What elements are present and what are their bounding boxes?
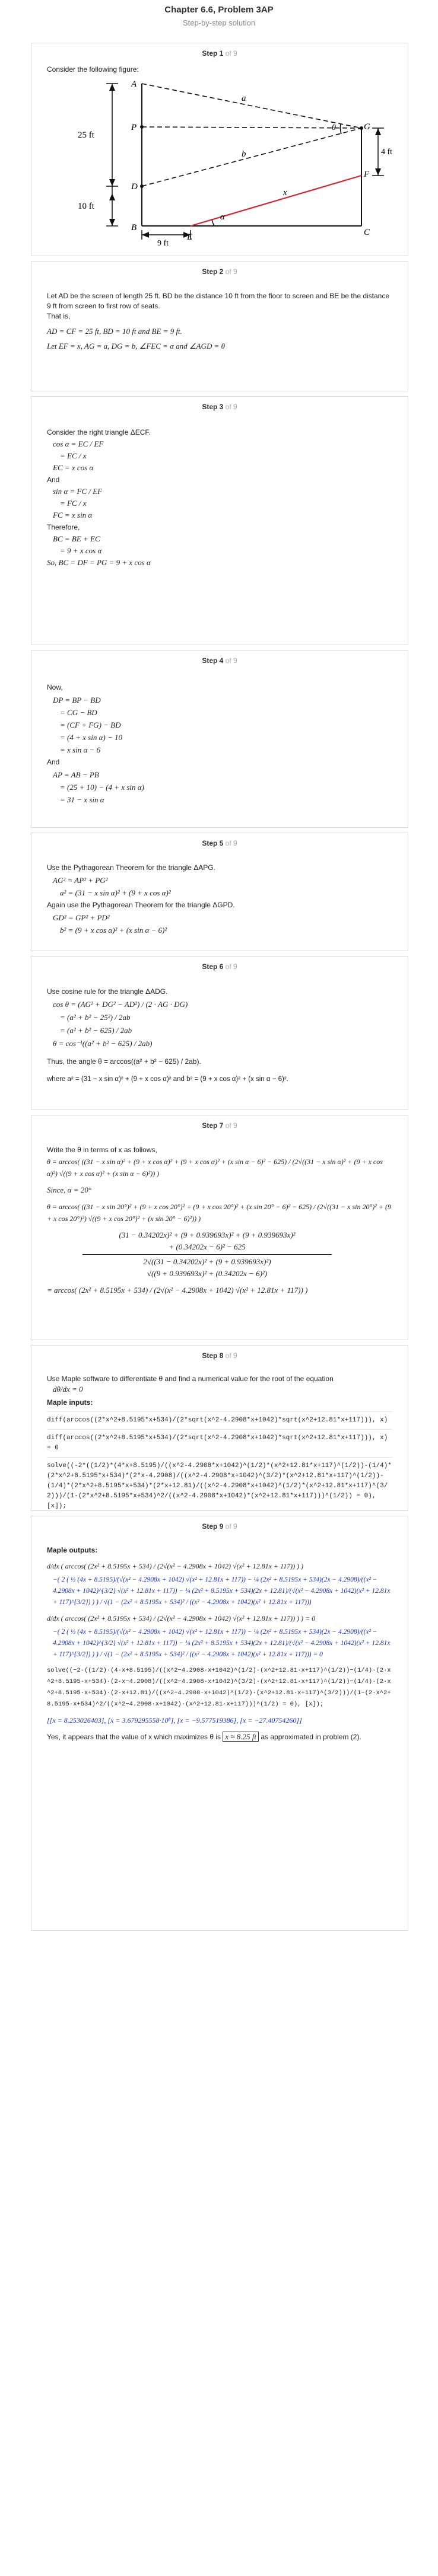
svg-text:P: P (131, 123, 137, 132)
dp-eq-4: = (4 + x sin α) − 10 (60, 733, 122, 742)
bc-eq-1: BC = BE + EC (53, 534, 100, 543)
maple-result-1: −( 2 ( ½ (4x + 8.5195)/(√(x² − 4.2908x + 1042) √(x² + 12.81x + 117)) − ¼ (2x² + 8.5195x + 534)(2x − 4.2908)/((x² − 4.2908x + 1042)^{3/2} √(x² + 12.81x + 117)) − ¼ (2x² + 8.5195x + 534)(2x + 12.81)/(√(x² − 4.2908x + 1042)(x² + 12.81x + 117)^{3/2}) ) ) / √(1 − (2x² + 8.5195x + 534)² / ((x² − 4.2908x + 1042)(x² + 12.81x + 117))) (53, 1576, 391, 1606)
svg-text:B: B (131, 223, 137, 232)
and-text: And (47, 476, 60, 484)
step-6-header: Step 6 of 9 (202, 962, 237, 971)
cosine-rule-eq: cos θ = (AG² + DG² − AD²) / (2 · AG · DG) (53, 1000, 188, 1009)
step-8 (31, 1345, 408, 1511)
ap-eq-2: = (25 + 10) − (4 + x sin α) (60, 783, 144, 792)
final-answer: x ≈ 8.25 ft (223, 1732, 259, 1742)
svg-text:E: E (187, 232, 193, 242)
svg-text:25 ft: 25 ft (78, 130, 94, 140)
b-squared-eq: b² = (9 + x cos α)² + (x sin α − 6)² (60, 926, 167, 935)
svg-text:D: D (131, 182, 138, 192)
dp-eq-5: = x sin α − 6 (60, 745, 101, 754)
conclusion-text-1: Yes, it appears that the value of x which maximizes θ is (47, 1733, 221, 1741)
sin-eq-3: FC = x sin α (53, 511, 93, 519)
step-1-header: Step 1 of 9 (202, 49, 237, 58)
bc-eq-2: = 9 + x cos α (60, 546, 102, 555)
bc-conclusion: So, BC = DF = PG = 9 + x cos α (47, 558, 151, 567)
step-2-given: AD = CF = 25 ft, BD = 10 ft and BE = 9 ft. (47, 327, 182, 336)
maple-result-2: −( 2 ( ½ (4x + 8.5195)/(√(x² − 4.2908x + 1042) √(x² + 12.81x + 117)) − ¼ (2x² + 8.5195x + 534)(2x − 4.2908)/((x² − 4.2908x + 1042)^{3/2} √(x² + 12.81x + 117)) − ¼ (2x² + 8.5195x + 534)(2x + 12.81)/(√(x² − 4.2908x + 1042)(x² + 12.81x + 117)^{3/2}) ) ) / √(1 − (2x² + 8.5195x + 534)² / ((x² − 4.2908x + 1042)(x² + 12.81x + 117))) = 0 (53, 1628, 391, 1658)
step-2-that-is: That is, (47, 312, 71, 320)
svg-text:C: C (364, 228, 370, 237)
step-7-text: Write the θ in terms of x as follows, (47, 1146, 157, 1154)
step-6 (31, 956, 408, 1110)
step-7 (31, 1115, 408, 1340)
gd-eq: GD² = GP² + PD² (53, 913, 110, 922)
step-6-text-3: where a² = (31 − x sin α)² + (9 + x cos α)² and b² = (9 + x cos α)² + (x sin α − 6)². (47, 1076, 288, 1083)
maple-solve-cmd: solve((−2·((1/2)·(4·x+8.5195)/((x^2−4.2908·x+1042)^(1/2)·(x^2+12.81·x+117)^(1/2))−(1/4)·(2·x^2+8.5195·x+534)·(2·x−4.2908)/((x^2−4.2908·x+1042)^(3/2)·(x^2+12.81·x+117)^(1/2))−(1/4)·(2·x^2+8.5195·x+534)·(2·x+12.81)/((x^2−4.2908·x+1042)^(1/2)·(x^2+12.81·x+117)^(3/2)))/(1−(2·x^2+8.5195·x+534)^2/((x^2−4.2908·x+1042)·(x^2+12.81·x+117)))^(1/2) = 0), [x]); (47, 1667, 391, 1708)
step-1 (31, 43, 408, 256)
page-subtitle: Step-by-step solution (182, 18, 256, 27)
and-text: And (47, 758, 60, 766)
alpha-value: Since, α = 20° (47, 1185, 91, 1194)
step-3 (31, 396, 408, 645)
page-title: Chapter 6.6, Problem 3AP (164, 5, 274, 15)
svg-text:a: a (242, 94, 246, 103)
conclusion-text-2: as approximated in problem (2). (261, 1733, 361, 1741)
maple-expr-2: d/dx ( arccos( (2x² + 8.5195x + 534) / (2√(x² − 4.2908x + 1042) √(x² + 12.81x + 117)) ) ) = 0 (47, 1614, 316, 1622)
step-2-let: Let EF = x, AG = a, DG = b, ∠FEC = α and ∠AGD = θ (47, 342, 226, 350)
step-2 (31, 261, 408, 391)
step-4 (31, 650, 408, 828)
sin-eq-1: sin α = FC / EF (53, 487, 103, 496)
ag-eq: AG² = AP² + PG² (53, 876, 108, 885)
therefore-text: Therefore, (47, 523, 80, 531)
maple-inputs-label: Maple inputs: (47, 1398, 93, 1407)
step-2-text: Let AD be the screen of length 25 ft. BD be the distance 10 ft from the floor to screen and BE be the distance 9 ft from screen to first row of seats. (47, 292, 390, 310)
maple-input-2: diff(arccos((2*x^2+8.5195*x+534)/(2*sqrt(x^2-4.2908*x+1042)*sqrt(x^2+12.81*x+117))), x) = 0 (47, 1434, 388, 1452)
svg-text:9 ft: 9 ft (157, 239, 169, 247)
ap-eq-3: = 31 − x sin α (60, 795, 104, 804)
step-5-text-1: Use the Pythagorean Theorem for the triangle ΔAPG. (47, 863, 215, 872)
step-4-header: Step 4 of 9 (202, 656, 237, 665)
step-5 (31, 833, 408, 951)
denominator-line-2: √((9 + 0.939693x)² + (0.34202x − 6)²) (147, 1269, 268, 1278)
maple-input-3: solve((-2*((1/2)*(4*x+8.5195)/((x^2-4.2908*x+1042)^(1/2)*(x^2+12.81*x+117)^(1/2))-(1/4)*(2*x^2+8.5195*x+534)*(2*x-4.2908)/((x^2-4.2908*x+1042)^(3/2)*(x^2+12.81*x+117)^(1/2))-(1/4)*(2*x^2+8.5195*x+534)*(2*x+12.81)/((x^2-4.2908*x+1042)^(1/2)*(x^2+12.81*x+117)^(3/2)))/(1-(2*x^2+8.5195*x+534)^2/((x^2-4.2908*x+1042)*(x^2+12.81*x+117)))^(1/2)) = 0), [x]); (47, 1462, 392, 1510)
svg-text:α: α (220, 212, 225, 222)
dp-eq-1: DP = BP − BD (53, 696, 101, 704)
cos-eq-2: = EC / x (60, 451, 87, 460)
step-5-text-2: Again use the Pythagorean Theorem for the triangle ΔGPD. (47, 901, 235, 909)
step-6-text-2: Thus, the angle θ = arccos((a² + b² − 625) / 2ab). (47, 1057, 201, 1066)
theta-in-x: θ = arccos( ((31 − x sin α)² + (9 + x cos α)² + (9 + x cos α)² + (x sin α − 6)² − 625) / (2√((31 − x sin α)² + (9 + x cos α)²) √((9 + x cos α)² + (x sin α − 6)²)) ) (47, 1158, 383, 1178)
maple-outputs-label: Maple outputs: (47, 1546, 98, 1554)
step-5-header: Step 5 of 9 (202, 839, 237, 847)
theta-simplified: = arccos( (2x² + 8.5195x + 534) / (2√(x² − 4.2908x + 1042) √(x² + 12.81x + 117)) ) (47, 1286, 308, 1295)
svg-text:10 ft: 10 ft (78, 202, 94, 211)
step-3-header: Step 3 of 9 (202, 403, 237, 411)
sin-eq-2: = FC / x (60, 499, 87, 508)
cosine-eq-2: = (a² + b² − 25²) / 2ab (60, 1013, 131, 1022)
svg-text:b: b (242, 149, 246, 159)
maple-solutions: [[x = 8.253026403], [x = 3.679295558·10⁸], [x = −9.577519386], [x = −27.40754260]] (47, 1716, 302, 1724)
step-9-header: Step 9 of 9 (202, 1522, 237, 1531)
step-6-text-1: Use cosine rule for the triangle ΔADG. (47, 987, 168, 996)
cos-eq-1: cos α = EC / EF (53, 439, 104, 448)
step-3-text: Consider the right triangle ΔECF. (47, 428, 151, 436)
theta-eq: θ = cos⁻¹((a² + b² − 625) / 2ab) (53, 1039, 153, 1048)
svg-text:θ: θ (332, 123, 336, 132)
svg-text:F: F (364, 170, 370, 179)
derivative-zero: dθ/dx = 0 (53, 1385, 83, 1394)
conclusion (47, 1731, 392, 1743)
denominator-line-1: 2√((31 − 0.34202x)² + (9 + 0.939693x)²) (143, 1257, 271, 1266)
svg-text:A: A (131, 79, 137, 89)
maple-expr-1: d/dx ( arccos( (2x² + 8.5195x + 534) / (2√(x² − 4.2908x + 1042) √(x² + 12.81x + 117)) ) ) (47, 1562, 304, 1570)
cosine-eq-3: = (a² + b² − 625) / 2ab (60, 1026, 132, 1035)
step-9 (31, 1516, 408, 1931)
maple-input-1: diff(arccos((2*x^2+8.5195*x+534)/(2*sqrt(x^2-4.2908*x+1042)*sqrt(x^2+12.81*x+117))), x) (47, 1417, 388, 1424)
numerator-line-1: (31 − 0.34202x)² + (9 + 0.939693x)² + (9 + 0.939693x)² (119, 1230, 296, 1239)
dp-eq-3: = (CF + FG) − BD (60, 720, 121, 729)
now-text: Now, (47, 683, 63, 691)
svg-text:G: G (364, 122, 370, 132)
cos-eq-3: EC = x cos α (53, 463, 94, 472)
step-1-intro: Consider the following figure: (47, 65, 139, 74)
step-7-header: Step 7 of 9 (202, 1121, 237, 1130)
step-8-header: Step 8 of 9 (202, 1351, 237, 1360)
svg-text:x: x (283, 188, 287, 197)
step-8-text: Use Maple software to differentiate θ and find a numerical value for the root of the equation (47, 1375, 334, 1383)
a-squared-eq: a² = (31 − x sin α)² + (9 + x cos α)² (60, 888, 171, 897)
geometry-figure (53, 75, 397, 247)
numerator-line-2: + (0.34202x − 6)² − 625 (169, 1242, 246, 1251)
ap-eq-1: AP = AB − PB (53, 770, 99, 779)
step-2-header: Step 2 of 9 (202, 267, 237, 276)
theta-alpha-20: θ = arccos( ((31 − x sin 20°)² + (9 + x cos 20°)² + (9 + x cos 20°)² + (x sin 20° − 6)² − 625) / (2√((31 − x sin 20°)² + (9 + x cos 20°)²) √((9 + x cos 20°)² + (x sin 20° − 6)²)) ) (47, 1203, 391, 1223)
dp-eq-2: = CG − BD (60, 708, 97, 717)
svg-text:4 ft: 4 ft (381, 148, 393, 157)
